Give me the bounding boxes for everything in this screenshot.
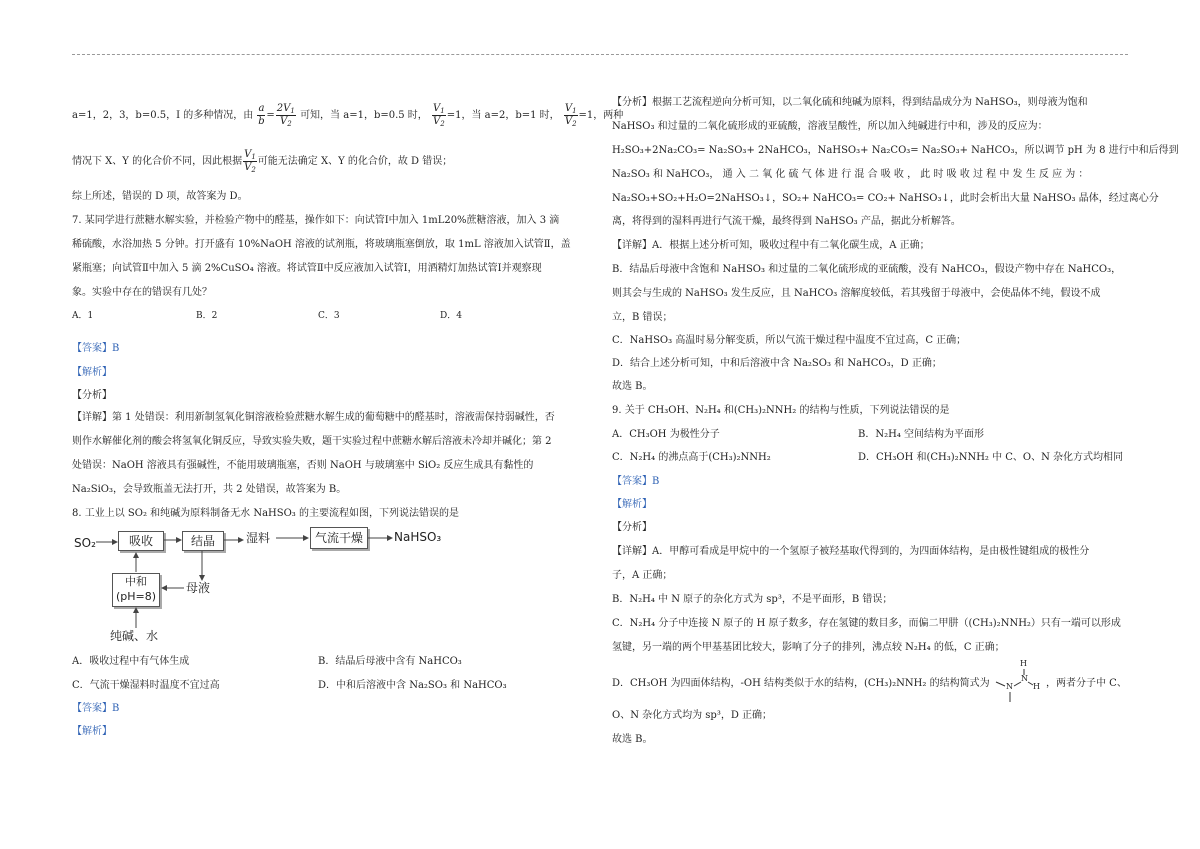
q7-detail-3: 处错误：NaOH 溶液具有强碱性，不能用玻璃瓶塞，否则 NaOH 与玻璃塞中 SiO₂ 反应生成具有黏性的 xyxy=(72,460,534,471)
flow-neutral-title: 中和 xyxy=(125,575,147,588)
q8-jiexi-label: 【解析】 xyxy=(72,726,112,737)
q9-jiexi-label: 【解析】 xyxy=(612,499,652,510)
q7-option-d: D．4 xyxy=(440,311,462,321)
q8-detail-6: D．结合上述分析可知，中和后溶液中含 Na₂SO₃ 和 NaHCO₃，D 正确； xyxy=(612,358,942,369)
flow-arrows xyxy=(70,520,430,643)
q6-conclusion: 综上所述，错误的 D 项，故答案为 D。 xyxy=(72,191,248,202)
dimethylhydrazine-structure xyxy=(994,659,1042,704)
q8-option-a: A．吸收过程中有气体生成 xyxy=(72,656,190,667)
q8-analysis-3: H₂SO₃+2Na₂CO₃= Na₂SO₃+ 2NaHCO₃，NaHSO₃+ Na₂CO₃= Na₂SO₃+ NaHCO₃，所以调节 pH 为 8 进行中和后得到 xyxy=(612,145,1179,156)
structure-h-right: H xyxy=(1033,682,1040,691)
q7-stem-2: 稀硫酸，水浴加热 5 分钟。打开盛有 10%NaOH 溶液的试剂瓶，将玻璃瓶塞倒放，取 1mL 溶液加入试管Ⅱ，盖 xyxy=(72,239,571,250)
q8-analysis-4: Na₂SO₃ 和 NaHCO₃， 通 入 二 氧 化 硫 气 体 进 行 混 合 吸 收 ， 此 时 吸 收 过 程 中 发 生 反 应 为 ： xyxy=(612,169,1089,180)
q8-analysis-2: NaHSO₃ 和过量的二氧化硫形成的亚硫酸，溶液呈酸性，所以加入纯碱进行中和，涉及的反应为： xyxy=(612,121,1048,132)
structure-n-right: N xyxy=(1021,674,1028,683)
q7-detail-1: 【详解】第 1 处错误：利用新制氢氧化铜溶液检验蔗糖水解生成的葡萄糖中的醛基时，溶液需保持弱碱性，否 xyxy=(72,412,555,423)
q7-detail-4: Na₂SiO₃，会导致瓶盖无法打开，共 2 处错误，故答案为 B。 xyxy=(72,484,347,495)
q8-stem: 8. 工业上以 SO₂ 和纯碱为原料制备无水 NaHSO₃ 的主要流程如图，下列说法错误的是 xyxy=(72,508,459,519)
q8-analysis-5: Na₂SO₃+SO₂+H₂O=2NaHSO₃↓，SO₂+ NaHCO₃= CO₂+ NaHSO₃↓，此时会析出大量 NaHSO₃ 晶体，经过离心分 xyxy=(612,193,1159,204)
fraction-2v1-over-v2: $\frac{2V_1}{V_2}$ xyxy=(276,103,295,128)
q9-detail-4: C．N₂H₄ 分子中连接 N 原子的 H 原子数多，存在氢键的数目多，而偏二甲肼（(CH₃)₂NNH₂）只有一端可以形成 xyxy=(612,618,1121,629)
flow-crystal-box: 结晶 xyxy=(182,531,224,551)
q7-answer-label: 【答案】B xyxy=(72,343,120,354)
q9-detail-6b: ，两者分子中 C、 xyxy=(1046,678,1127,689)
q8-detail-7: 故选 B。 xyxy=(612,381,653,392)
q7-option-a: A．1 xyxy=(72,311,94,321)
q7-fenxi-label: 【分析】 xyxy=(72,390,112,401)
structure-h-top: H xyxy=(1020,659,1027,668)
q7-jiexi-label: 【解析】 xyxy=(72,367,112,378)
q7-stem-1: 7. 某同学进行蔗糖水解实验，并检验产物中的醛基，操作如下：向试管Ⅰ中加入 1mL20%蔗糖溶液，加入 3 滴 xyxy=(72,215,560,226)
q9-option-c: C．N₂H₄ 的沸点高于(CH₃)₂NNH₂ xyxy=(612,452,771,463)
fraction-v1-over-v2: $\frac{V_1}{V_2}$ xyxy=(433,103,445,128)
q9-answer-label: 【答案】B xyxy=(612,476,660,487)
q9-detail-5: 氢键，另一端的两个甲基基团比较大，影响了分子的排列，沸点较 N₂H₄ 的低，C 正确； xyxy=(612,642,1005,653)
q6-line-1: a=1，2，3，b=0.5，I 的多种情况，由 $\frac{a}{b}$ = $\frac{2V_1}{V_2}$ 可知，当 a=1，b=0.5 时， $\frac{V_1}{V_2}$ =1，当 a=2，b=1 时， $\frac{V_1}{V_2}$ =1，两种 xyxy=(72,103,624,128)
q8-analysis-1: 【分析】根据工艺流程逆向分析可知，以二氧化硫和纯碱为原料，得到结晶成分为 NaHSO₃，则母液为饱和 xyxy=(612,97,1088,108)
flow-product-label: NaHSO₃ xyxy=(394,530,442,544)
q9-detail-2: 子，A 正确； xyxy=(612,570,673,581)
q9-detail-6a: D．CH₃OH 为四面体结构，-OH 结构类似于水的结构，(CH₃)₂NNH₂ 的结构简式为 xyxy=(612,678,990,689)
q8-answer-label: 【答案】B xyxy=(72,703,120,714)
q8-detail-4: 立，B 错误； xyxy=(612,312,673,323)
header-rule xyxy=(72,54,1128,55)
structure-n-left: N xyxy=(1006,682,1013,691)
q8-detail-3: 则其会与生成的 NaHSO₃ 发生反应，且 NaHCO₃ 溶解度较低，若其残留于母液中，会使晶体不纯，假设不成 xyxy=(612,288,1101,299)
flow-absorb-box: 吸收 xyxy=(118,531,164,551)
q7-option-c: C．3 xyxy=(318,311,340,321)
flow-so2-label: SO₂ xyxy=(74,536,96,550)
q7-stem-3: 紧瓶塞；向试管Ⅱ中加入 5 滴 2%CuSO₄ 溶液。将试管Ⅱ中反应液加入试管Ⅰ，用酒精灯加热试管Ⅰ并观察现 xyxy=(72,263,542,274)
q8-detail-1: 【详解】A．根据上述分析可知，吸收过程中有二氧化碳生成，A 正确； xyxy=(612,240,930,251)
q9-detail-3: B．N₂H₄ 中 N 原子的杂化方式为 sp³，不是平面形，B 错误； xyxy=(612,594,893,605)
q8-option-b: B．结晶后母液中含有 NaHCO₃ xyxy=(318,656,462,667)
q9-detail-7: O、N 杂化方式均为 sp³，D 正确； xyxy=(612,710,773,721)
fraction-a-over-b: $\frac{a}{b}$ xyxy=(258,103,265,127)
fraction-v1-over-v2: $\frac{V_1}{V_2}$ xyxy=(244,149,256,174)
q7-stem-4: 象。实验中存在的错误有几处？ xyxy=(72,287,212,298)
flow-neutral-ph: (pH=8) xyxy=(115,590,157,603)
flow-dry-box: 气流干燥 xyxy=(310,527,368,549)
q6-line-2: 情况下 X、Y 的化合价不同，因此根据 $\frac{V_1}{V_2}$ 可能无法确定 X、Y 的化合价，故 D 错误； xyxy=(72,149,453,174)
flow-soda-label: 纯碱、水 xyxy=(110,629,159,643)
fraction-v1-over-v2: $\frac{V_1}{V_2}$ xyxy=(564,103,577,128)
q9-fenxi-label: 【分析】 xyxy=(612,522,652,533)
q8-detail-5: C．NaHSO₃ 高温时易分解变质，所以气流干燥过程中温度不宜过高，C 正确； xyxy=(612,335,967,346)
q9-detail-1: 【详解】A．甲醇可看成是甲烷中的一个氢原子被羟基取代得到的，为四面体结构，是由极性键组成的极性分 xyxy=(612,546,1090,557)
q8-option-c: C．气流干燥湿料时温度不宜过高 xyxy=(72,680,220,691)
q9-option-d: D．CH₃OH 和(CH₃)₂NNH₂ 中 C、O、N 杂化方式均相同 xyxy=(858,452,1124,463)
q8-detail-2: B．结晶后母液中含饱和 NaHSO₃ 和过量的二氧化硫形成的亚硫酸，没有 NaHCO₃，假设产物中存在 NaHCO₃， xyxy=(612,264,1122,275)
q7-option-b: B．2 xyxy=(196,311,218,321)
q8-option-d: D．中和后溶液中含 Na₂SO₃ 和 NaHCO₃ xyxy=(318,680,507,691)
q9-option-b: B．N₂H₄ 空间结构为平面形 xyxy=(858,429,985,440)
q7-detail-2: 则作水解催化剂的酸会将氢氧化铜反应，导致实验失败，题干实验过程中蔗糖水解后溶液未冷却并碱化；第 2 xyxy=(72,436,552,447)
q9-detail-8: 故选 B。 xyxy=(612,734,653,745)
q9-option-a: A．CH₃OH 为极性分子 xyxy=(612,429,720,440)
flow-wet-label: 湿料 xyxy=(246,531,271,545)
flow-mother-label: 母液 xyxy=(186,581,211,595)
q8-analysis-6: 离，将得到的湿料再进行气流干燥，最终得到 NaHSO₃ 产品，据此分析解答。 xyxy=(612,216,961,227)
q9-stem: 9. 关于 CH₃OH、N₂H₄ 和(CH₃)₂NNH₂ 的结构与性质，下列说法错误的是 xyxy=(612,405,950,416)
